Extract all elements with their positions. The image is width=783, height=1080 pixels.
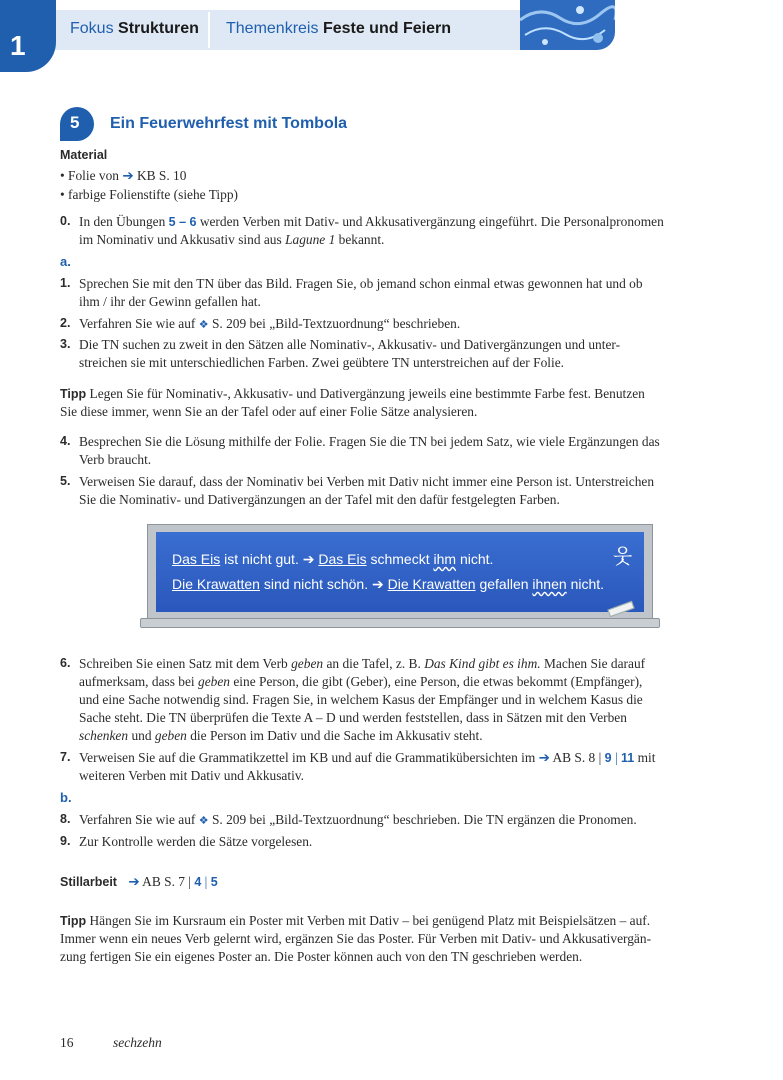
stillarbeit-line [60, 874, 218, 890]
stillarbeit-n2: 5 [210, 875, 218, 889]
step-8-text-a: Verfahren Sie wie auf [79, 812, 196, 827]
board-s2-verb: gefallen [479, 576, 529, 592]
step-0-book-title: Lagune 1 [285, 232, 336, 247]
step-6-verb-geben-2: geben [198, 674, 230, 689]
material-item-2: • farbige Folienstifte (siehe Tipp) [60, 187, 239, 202]
page-number: 16 [60, 1035, 74, 1050]
step-7-ref-n2: 11 [621, 751, 635, 765]
board-sentence-1 [172, 551, 493, 568]
arrow-icon: ➔ [538, 750, 550, 765]
step-0-exercise-ref: 5 – 6 [168, 215, 197, 229]
step-3-number: 3. [60, 337, 71, 351]
step-6-line-5 [79, 728, 483, 744]
step-6-text-e: eine Person, die gibt (Geber), eine Person, die etwas bekommt (Empfänger), [233, 674, 643, 689]
material-item-1-text: • Folie von [60, 168, 119, 183]
step-6-line-1 [79, 656, 645, 672]
arrow-icon: ➔ [372, 576, 384, 592]
board-s1-subject: Das Eis [172, 551, 221, 567]
step-6-line-4: Sache steht. Die TN überprüfen die Texte A – D und werden feststellen, dass in Sätzen mit den Verben [79, 710, 627, 725]
arrow-icon: ➔ [128, 874, 140, 889]
board-s2-subject: Die Krawatten [172, 576, 260, 592]
step-6-text-b: an die Tafel, z. B. [326, 656, 421, 671]
step-6-line-2 [79, 674, 642, 690]
step-6-text-g: die Person im Dativ und die Sache im Akkusativ steht. [190, 728, 483, 743]
step-5-line-1: Verweisen Sie darauf, dass der Nominativ bei Verben mit Dativ nicht immer eine Person ist. Unterstreichen [79, 474, 655, 489]
step-7-number: 7. [60, 750, 71, 764]
step-8-line [79, 812, 637, 828]
subsection-a: a. [60, 254, 71, 269]
tipp-2-line-1 [60, 913, 650, 929]
chalkboard-ledge [140, 618, 660, 628]
stillarbeit-n1: 4 [194, 875, 202, 889]
material-item-1 [60, 168, 186, 184]
step-7-text-a: Verweisen Sie auf die Grammatikzettel im KB und auf die Grammatikübersichten im [79, 750, 536, 765]
step-4-line-1: Besprechen Sie die Lösung mithilfe der Folie. Fragen Sie die TN bei jedem Satz, wie viele Ergänzungen das [79, 434, 660, 449]
step-2-text-a: Verfahren Sie wie auf [79, 316, 196, 331]
stillarbeit-sep: | [204, 874, 208, 889]
stillarbeit-ref: AB S. 7 | [142, 874, 191, 889]
step-5-number: 5. [60, 474, 71, 488]
tipp-1-label: Tipp [60, 387, 87, 401]
subsection-b: b. [60, 790, 72, 805]
step-7-ref-n1: 9 [604, 751, 612, 765]
header-themen-prefix: Themenkreis [226, 20, 319, 37]
step-0-text-a: In den Übungen [79, 214, 166, 229]
step-4-line-2: Verb braucht. [79, 452, 152, 467]
board-s2-subject-2: Die Krawatten [387, 576, 476, 592]
tipp-2-text-1: Hängen Sie im Kursraum ein Poster mit Verben mit Dativ – bei genügend Platz mit Beispielsätzen – auf. [89, 913, 651, 928]
board-s2-end: nicht. [570, 576, 605, 592]
board-s2-dative: ihnen [532, 576, 567, 592]
step-6-verb-geben: geben [291, 656, 324, 671]
step-6-text-f: und [131, 728, 152, 743]
chalkboard [156, 532, 644, 612]
header-fokus-title: Strukturen [118, 20, 199, 37]
step-9-number: 9. [60, 834, 71, 848]
material-item-1-ref: KB S. 10 [136, 168, 187, 183]
material-label: Material [60, 148, 108, 162]
header-fokus-prefix: Fokus [70, 20, 114, 37]
step-5-line-2: Sie die Nominativ- und Dativergänzungen an der Tafel mit den dafür festgelegten Farben. [79, 492, 560, 507]
board-s1-text: ist nicht gut. [224, 551, 299, 567]
tipp-1-text-1: Legen Sie für Nominativ-, Akkusativ- und Dativergänzung jeweils eine bestimmte Farbe fest. Benutzen [89, 386, 645, 401]
step-7-ref: AB S. 8 | [552, 750, 602, 765]
stick-figure-icon: 웃 [613, 544, 633, 568]
step-8-text-b: S. 209 bei „Bild-Textzuordnung“ beschrieben. Die TN ergänzen die Pronomen. [211, 812, 637, 827]
tipp-1-line-1 [60, 386, 645, 402]
board-s1-end: nicht. [459, 551, 494, 567]
header-themen-title: Feste und Feiern [322, 20, 451, 37]
step-7-line-2: weiteren Verben mit Dativ und Akkusativ. [79, 768, 304, 783]
step-7-text-b: mit [637, 750, 656, 765]
step-0-text-b: werden Verben mit Dativ- und Akkusativergänzung eingeführt. Die Personalpronomen [199, 214, 664, 229]
step-0-text-d: bekannt. [338, 232, 385, 247]
section-number: 5 [70, 113, 80, 132]
step-2-number: 2. [60, 316, 71, 330]
step-9-line: Zur Kontrolle werden die Sätze vorgelesen. [79, 834, 313, 849]
header-fokus [70, 20, 199, 38]
step-1-line-1: Sprechen Sie mit den TN über das Bild. Fragen Sie, ob jemand schon einmal etwas gewonnen hat und ob [79, 276, 643, 291]
reference-diamond-icon: ❖ [198, 319, 209, 331]
page-header [0, 0, 783, 62]
step-2-line [79, 316, 460, 332]
step-0-line-2 [79, 232, 384, 248]
tipp-2-line-3: zung fertigen Sie ein eigenes Poster an. Die Poster können auch von den TN geschrieben werden. [60, 949, 583, 964]
step-8-number: 8. [60, 812, 71, 826]
step-6-text-d: aufmerksam, dass bei [79, 674, 195, 689]
step-6-text-c: Machen Sie darauf [543, 656, 646, 671]
page-number-word: sechzehn [113, 1035, 162, 1050]
step-6-example: Das Kind gibt es ihm. [424, 656, 541, 671]
tipp-1-line-2: Sie diese immer, wenn Sie an der Tafel oder auf einer Folie Sätze analysieren. [60, 404, 478, 419]
step-2-text-b: S. 209 bei „Bild-Textzuordnung“ beschrieben. [211, 316, 461, 331]
header-decoration-image [520, 0, 615, 50]
step-3-line-2: streichen sie mit unterschiedlichen Farben. Zwei geübtere TN unterstreichen auf der Folie. [79, 355, 564, 370]
step-1-number: 1. [60, 276, 71, 290]
stillarbeit-label: Stillarbeit [60, 875, 117, 889]
step-6-number: 6. [60, 656, 71, 670]
chapter-tab [0, 0, 56, 72]
step-3-line-1: Die TN suchen zu zweit in den Sätzen alle Nominativ-, Akkusativ- und Dativergänzungen und unter- [79, 337, 621, 352]
board-s1-subject-2: Das Eis [318, 551, 367, 567]
tipp-2-line-2: Immer wenn ein neues Verb gelernt wird, ergänzen Sie das Poster. Für Verben mit Dativ- und Akkusativergän- [60, 931, 652, 946]
step-7-line-1 [79, 750, 655, 766]
board-s2-text: sind nicht schön. [263, 576, 369, 592]
reference-diamond-icon: ❖ [198, 815, 209, 827]
header-divider [208, 12, 210, 48]
board-s1-dative: ihm [433, 551, 457, 567]
board-sentence-2 [172, 576, 604, 593]
step-1-line-2: ihm / ihr der Gewinn gefallen hat. [79, 294, 261, 309]
step-6-text-a: Schreiben Sie einen Satz mit dem Verb [79, 656, 288, 671]
section-title: Ein Feuerwehrfest mit Tombola [110, 115, 348, 132]
arrow-icon: ➔ [302, 551, 315, 567]
step-6-line-3: und eine Sache notwendig sind. Fragen Sie, in welchem Kasus der Empfänger und in welchem Kasus die [79, 692, 643, 707]
header-themenkreis [226, 20, 451, 38]
chapter-number: 1 [10, 30, 26, 61]
step-6-verb-schenken: schenken [79, 728, 129, 743]
step-0-text-c: im Nominativ und Akkusativ sind aus [79, 232, 282, 247]
step-6-verb-geben-3: geben [154, 728, 187, 743]
tipp-2-label: Tipp [60, 914, 87, 928]
arrow-icon: ➔ [122, 168, 134, 183]
step-0-line-1 [79, 214, 664, 230]
step-0-number: 0. [60, 214, 71, 228]
step-7-ref-sep: | [614, 750, 618, 765]
step-4-number: 4. [60, 434, 71, 448]
board-s1-verb: schmeckt [370, 551, 430, 567]
